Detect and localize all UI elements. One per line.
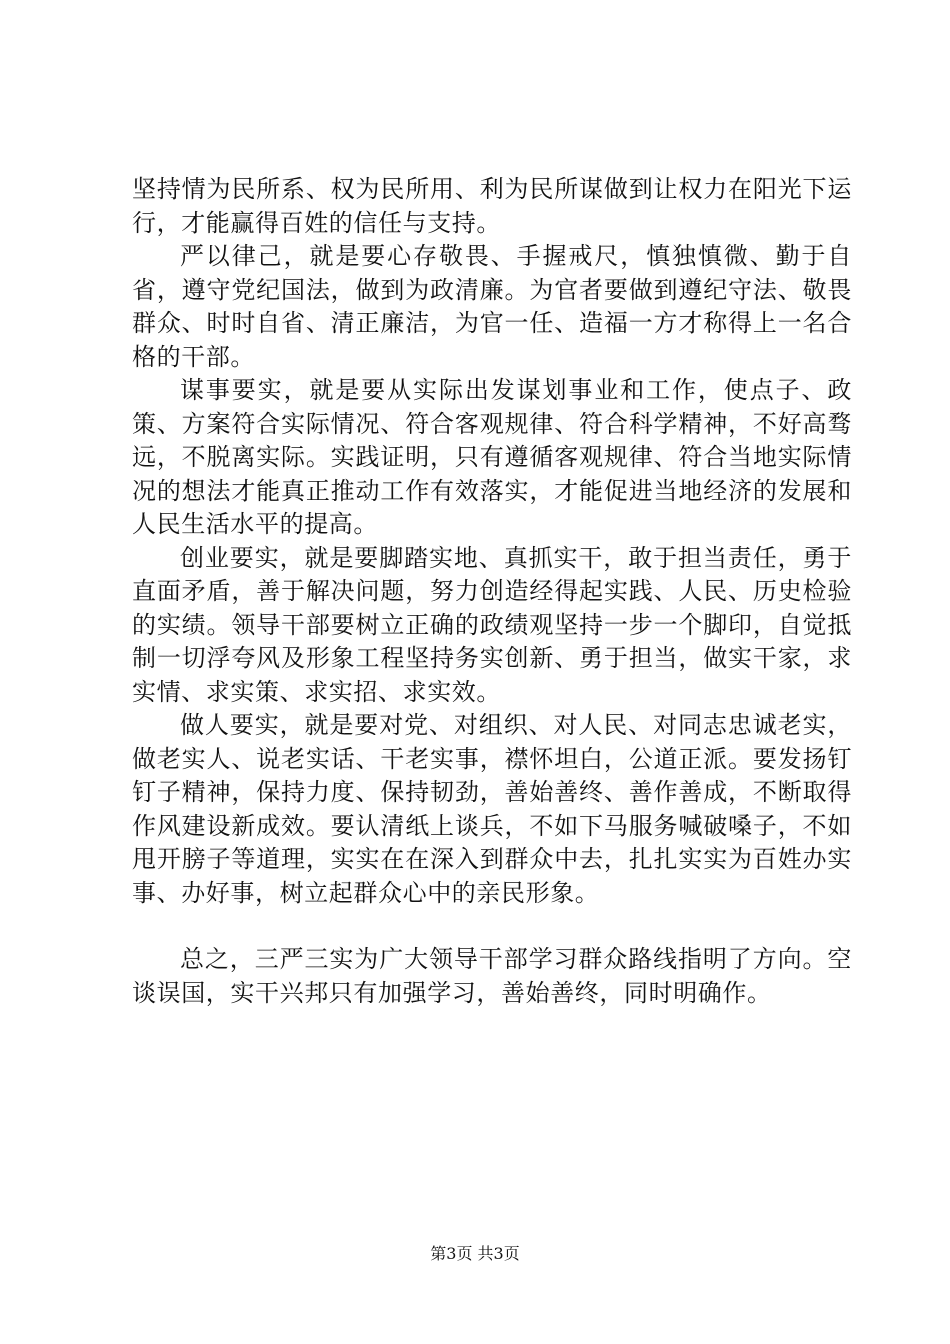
paragraph-practical-planning: 谋事要实，就是要从实际出发谋划事业和工作，使点子、政策、方案符合实际情况、符合客观规律、符合科学精神，不好高骛远，不脱离实际。实践证明，只有遵循客观规律、符合当地实际情况的想法才能真正推动工作有效落实，才能促进当地经济的发展和人民生活水平的提高。 (132, 376, 852, 538)
paragraph-practical-conduct: 做人要实，就是要对党、对组织、对人民、对同志忠诚老实，做老实人、说老实话、干老实事，襟怀坦白，公道正派。要发扬钉钉子精神，保持力度、保持韧劲，善始善终、善作善成，不断取得作风建设新成效。要认清纸上谈兵，不如下马服务喊破嗓子，不如甩开膀子等道理，实实在在深入到群众中去，扎扎实实为百姓办实事、办好事，树立起群众心中的亲民形象。 (132, 711, 852, 907)
paragraph-continuation: 坚持情为民所系、权为民所用、利为民所谋做到让权力在阳光下运行，才能赢得百姓的信任与支持。 (132, 175, 852, 237)
page-number-footer: 第3页 共3页 (430, 1244, 520, 1263)
paragraph-strict-self-discipline: 严以律己，就是要心存敬畏、手握戒尺，慎独慎微、勤于自省，遵守党纪国法，做到为政清廉。为官者要做到遵纪守法、敬畏群众、时时自省、清正廉洁，为官一任、造福一方才称得上一名合格的干部。 (132, 242, 852, 371)
document-body (132, 173, 852, 1010)
paragraph-practical-enterprise: 创业要实，就是要脚踏实地、真抓实干，敢于担当责任，勇于直面矛盾，善于解决问题，努力创造经得起实践、人民、历史检验的实绩。领导干部要树立正确的政绩观坚持一步一个脚印，自觉抵制一切浮夸风及形象工程坚持务实创新、勇于担当，做实干家，求实情、求实策、求实招、求实效。 (132, 543, 852, 706)
paragraph-conclusion: 总之，三严三实为广大领导干部学习群众路线指明了方向。空谈误国，实干兴邦只有加强学习，善始善终，同时明确作。 (132, 945, 852, 1007)
